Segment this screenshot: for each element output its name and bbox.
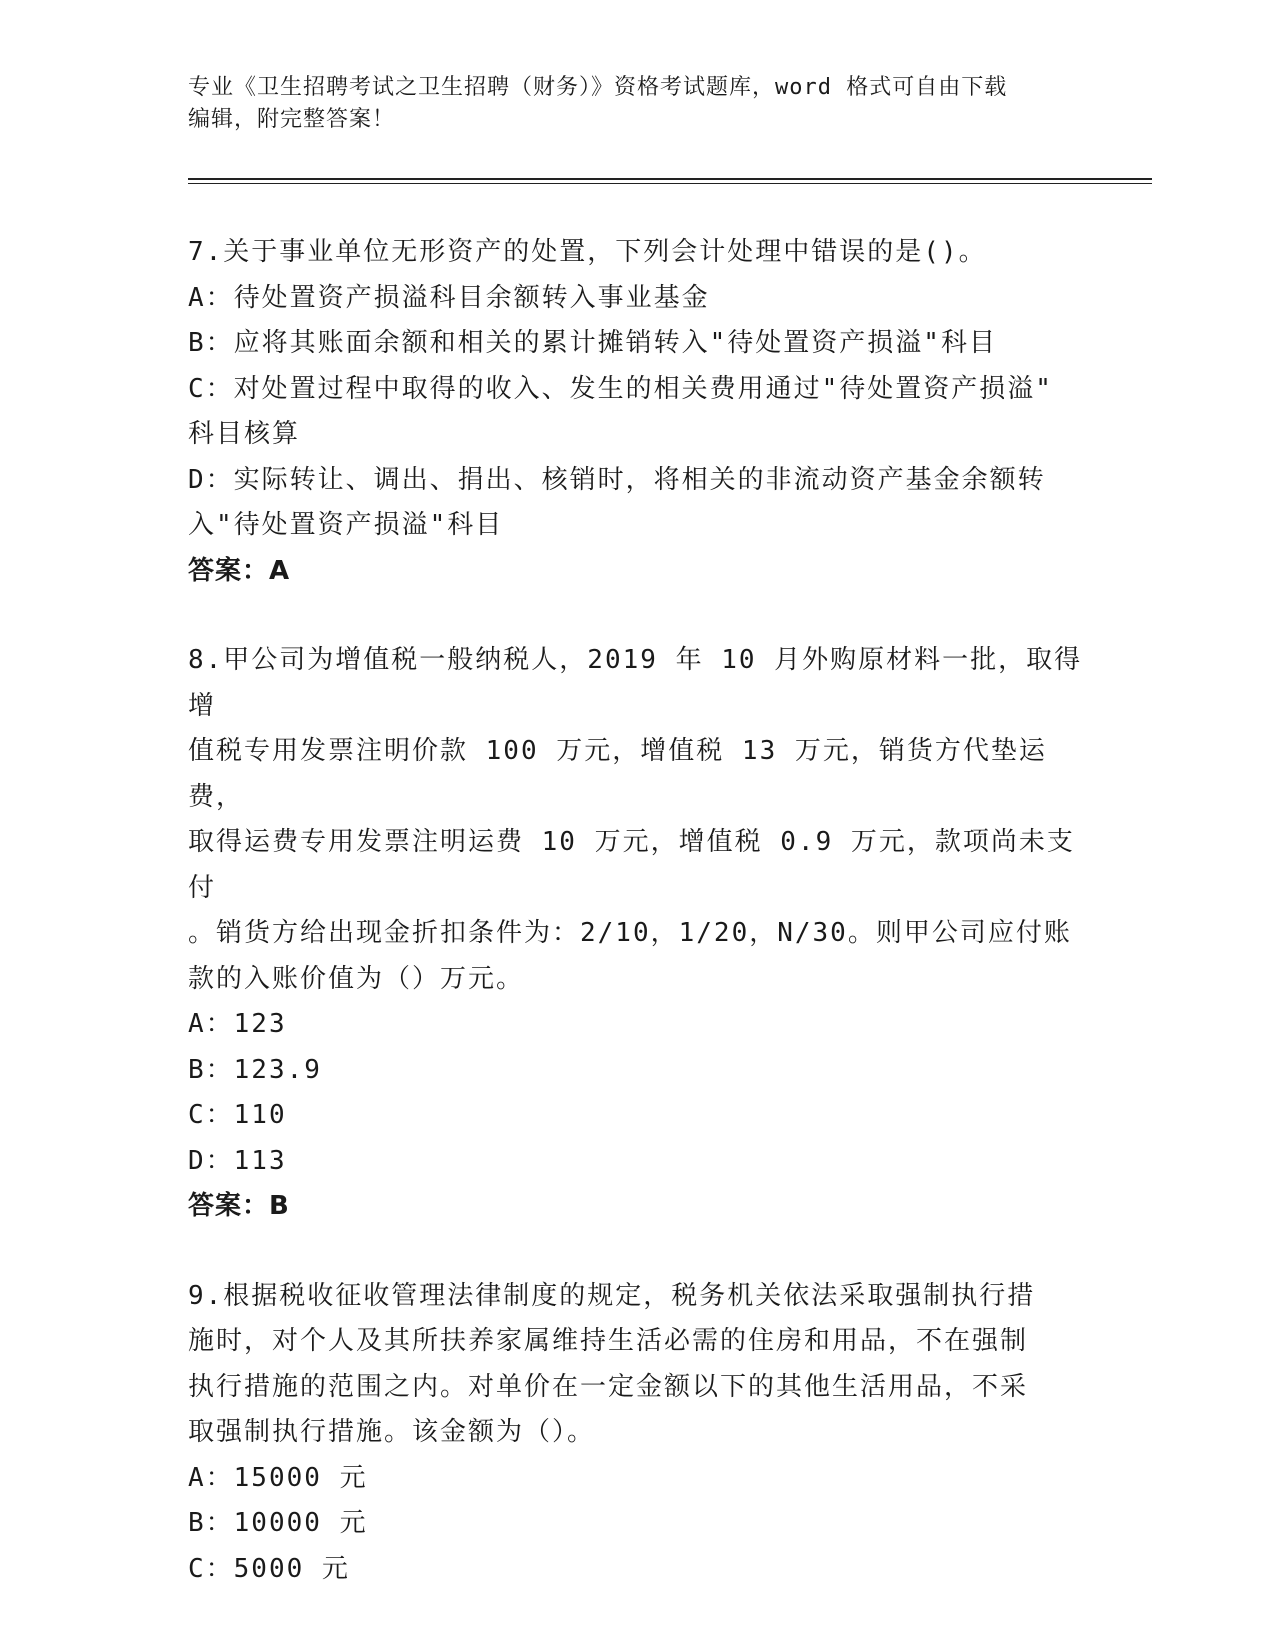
question-stem-line: 。销货方给出现金折扣条件为：2/10，1/20，N/30。则甲公司应付账 <box>188 918 1072 948</box>
question-stem-line: 取得运费专用发票注明运费 10 万元，增值税 0.9 万元，款项尚未支付 <box>188 827 1075 903</box>
question-block <box>188 638 1088 1230</box>
question-stem-line: 取强制执行措施。该金额为（）。 <box>188 1417 596 1447</box>
header-divider-thin <box>188 183 1152 184</box>
answer-option-line: D：实际转让、调出、捐出、核销时，将相关的非流动资产基金余额转 <box>188 464 1046 495</box>
question-stem-line: 9.根据税收征收管理法律制度的规定，税务机关依法采取强制执行措 <box>188 1280 1036 1311</box>
question-stem-line: 执行措施的范围之内。对单价在一定金额以下的其他生活用品，不采 <box>188 1371 1029 1402</box>
answer-option-line: B：123.9 <box>188 1054 322 1085</box>
question-block <box>188 1274 1088 1593</box>
answer-option-line: 科目核算 <box>188 419 301 449</box>
answer-key: 答案：A <box>188 555 291 586</box>
question-stem-line: 8.甲公司为增值税一般纳税人，2019 年 10 月外购原材料一批，取得增 <box>188 645 1083 721</box>
header-line-2: 编辑，附完整答案！ <box>188 107 396 132</box>
question-list <box>188 230 1088 1636</box>
answer-key: 答案：B <box>188 1191 290 1221</box>
header-line-1: 专业《卫生招聘考试之卫生招聘（财务）》资格考试题库，word 格式可自由下载 <box>188 75 1008 100</box>
answer-option-line: B：应将其账面余额和相关的累计摊销转入"待处置资产损溢"科目 <box>188 328 997 358</box>
answer-option-line: A：待处置资产损溢科目余额转入事业基金 <box>188 282 710 313</box>
header-divider-thick <box>188 178 1152 180</box>
answer-option-line: B：10000 元 <box>188 1508 368 1538</box>
question-stem-line: 款的入账价值为（）万元。 <box>188 963 525 994</box>
document-header <box>188 72 1088 136</box>
answer-option-line: D：113 <box>188 1145 287 1176</box>
answer-option-line: A：15000 元 <box>188 1462 368 1493</box>
answer-option-line: C：对处置过程中取得的收入、发生的相关费用通过"待处置资产损溢" <box>188 373 1053 404</box>
answer-option-line: 入"待处置资产损溢"科目 <box>188 510 504 540</box>
question-stem-line: 施时，对个人及其所扶养家属维持生活必需的住房和用品，不在强制 <box>188 1326 1029 1356</box>
question-block <box>188 230 1088 594</box>
question-stem-line: 值税专用发票注明价款 100 万元，增值税 13 万元，销货方代垫运费， <box>188 736 1047 812</box>
answer-option-line: C：5000 元 <box>188 1553 350 1584</box>
answer-option-line: C：110 <box>188 1100 287 1130</box>
answer-option-line: A：123 <box>188 1009 287 1039</box>
question-stem-line: 7.关于事业单位无形资产的处置，下列会计处理中错误的是()。 <box>188 237 987 267</box>
